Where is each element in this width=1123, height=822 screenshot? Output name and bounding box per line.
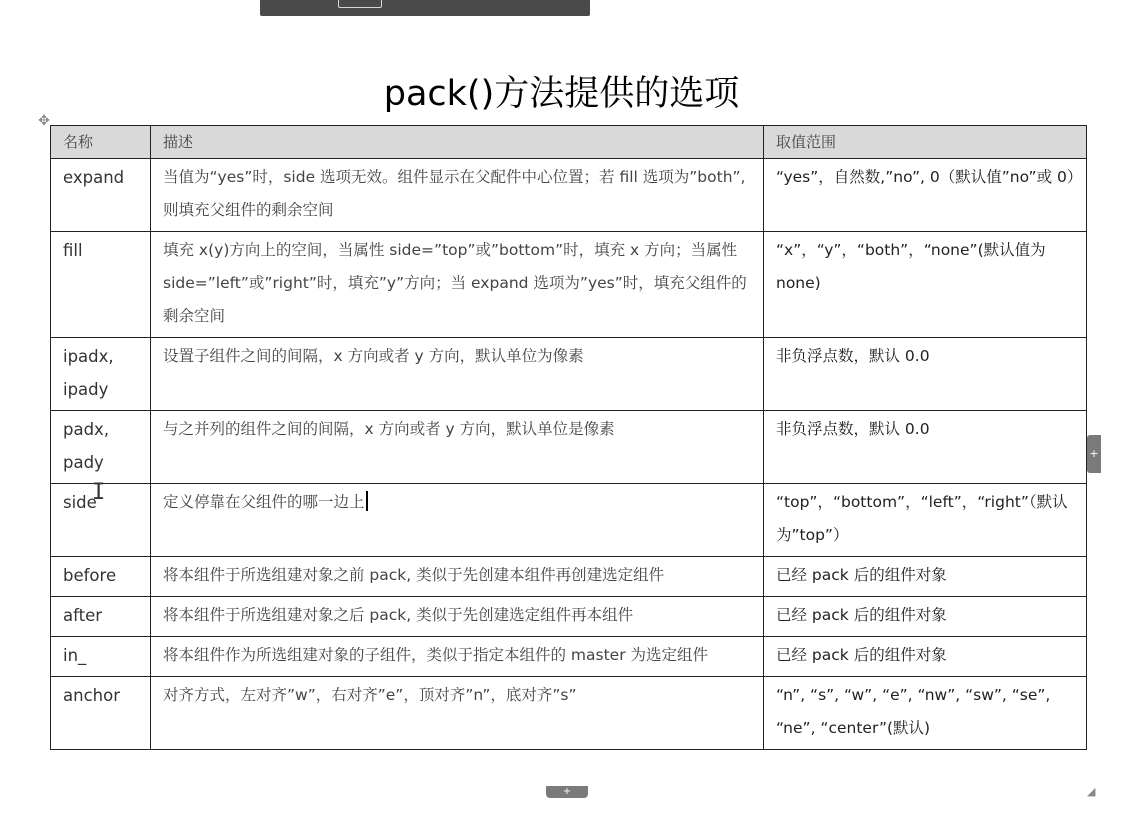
option-description: 与之并列的组件之间的间隔，x 方向或者 y 方向，默认单位是像素: [151, 411, 764, 484]
top-toolbar[interactable]: [260, 0, 590, 16]
header-range: 取值范围: [764, 126, 1087, 159]
option-description: 将本组件于所选组建对象之前 pack, 类似于先创建本组件再创建选定组件: [151, 557, 764, 597]
plus-icon: +: [562, 786, 572, 797]
option-range: “x”，“y”，“both”，“none”(默认值为 none): [764, 232, 1087, 338]
option-range: 已经 pack 后的组件对象: [764, 637, 1087, 677]
option-range: 非负浮点数，默认 0.0: [764, 338, 1087, 411]
move-icon[interactable]: ✥: [38, 113, 50, 129]
table-row: [51, 159, 1087, 232]
table-row: [51, 677, 1087, 750]
option-description: 将本组件于所选组建对象之后 pack, 类似于先创建选定组件再本组件: [151, 597, 764, 637]
ibeam-cursor-icon: I: [92, 480, 106, 505]
table-row: [51, 232, 1087, 338]
table-row: [51, 597, 1087, 637]
option-range: “n”, “s”, “w”, “e”, “nw”, “sw”, “se”, “ne”, “center”(默认): [764, 677, 1087, 750]
toolbar-button[interactable]: [338, 0, 382, 8]
option-description: 当值为“yes”时，side 选项无效。组件显示在父配件中心位置；若 fill 选项为”both”,则填充父组件的剩余空间: [151, 159, 764, 232]
text-caret: [366, 491, 368, 511]
table-row: [51, 637, 1087, 677]
option-description: 将本组件作为所选组建对象的子组件，类似于指定本组件的 master 为选定组件: [151, 637, 764, 677]
option-description-text: 定义停靠在父组件的哪一边上: [163, 493, 365, 511]
side-expand-tab[interactable]: [1087, 435, 1101, 473]
option-name: after: [51, 597, 151, 637]
header-description: 描述: [151, 126, 764, 159]
option-range: 已经 pack 后的组件对象: [764, 557, 1087, 597]
option-name: anchor: [51, 677, 151, 750]
table-row: [51, 338, 1087, 411]
option-name: in_: [51, 637, 151, 677]
resize-icon[interactable]: ◢: [1087, 785, 1096, 798]
option-name: expand: [51, 159, 151, 232]
option-name: fill: [51, 232, 151, 338]
table-row: [51, 557, 1087, 597]
table-row: [51, 484, 1087, 557]
option-name: before: [51, 557, 151, 597]
option-range: 已经 pack 后的组件对象: [764, 597, 1087, 637]
option-name: padx, pady: [51, 411, 151, 484]
option-name: side: [51, 484, 151, 557]
option-name: ipadx, ipady: [51, 338, 151, 411]
page-title: pack()方法提供的选项: [383, 74, 740, 114]
option-range: 非负浮点数，默认 0.0: [764, 411, 1087, 484]
option-range: “yes”，自然数,”no”, 0（默认值”no”或 0）: [764, 159, 1087, 232]
option-range: “top”，“bottom”，“left”，“right”（默认为”top”）: [764, 484, 1087, 557]
options-table: [50, 125, 1087, 750]
bottom-expand-tab[interactable]: [546, 786, 588, 798]
option-description[interactable]: [151, 484, 764, 557]
plus-icon: +: [1089, 447, 1099, 460]
option-description: 对齐方式，左对齐”w”，右对齐”e”，顶对齐”n”，底对齐”s”: [151, 677, 764, 750]
option-description: 设置子组件之间的间隔，x 方向或者 y 方向，默认单位为像素: [151, 338, 764, 411]
header-name: 名称: [51, 126, 151, 159]
option-description: 填充 x(y)方向上的空间，当属性 side=”top”或”bottom”时，填充 x 方向；当属性 side=”left”或”right”时，填充”y”方向；当 expand 选项为”yes”时，填充父组件的剩余空间: [151, 232, 764, 338]
table-header-row: [51, 126, 1087, 159]
table-row: [51, 411, 1087, 484]
